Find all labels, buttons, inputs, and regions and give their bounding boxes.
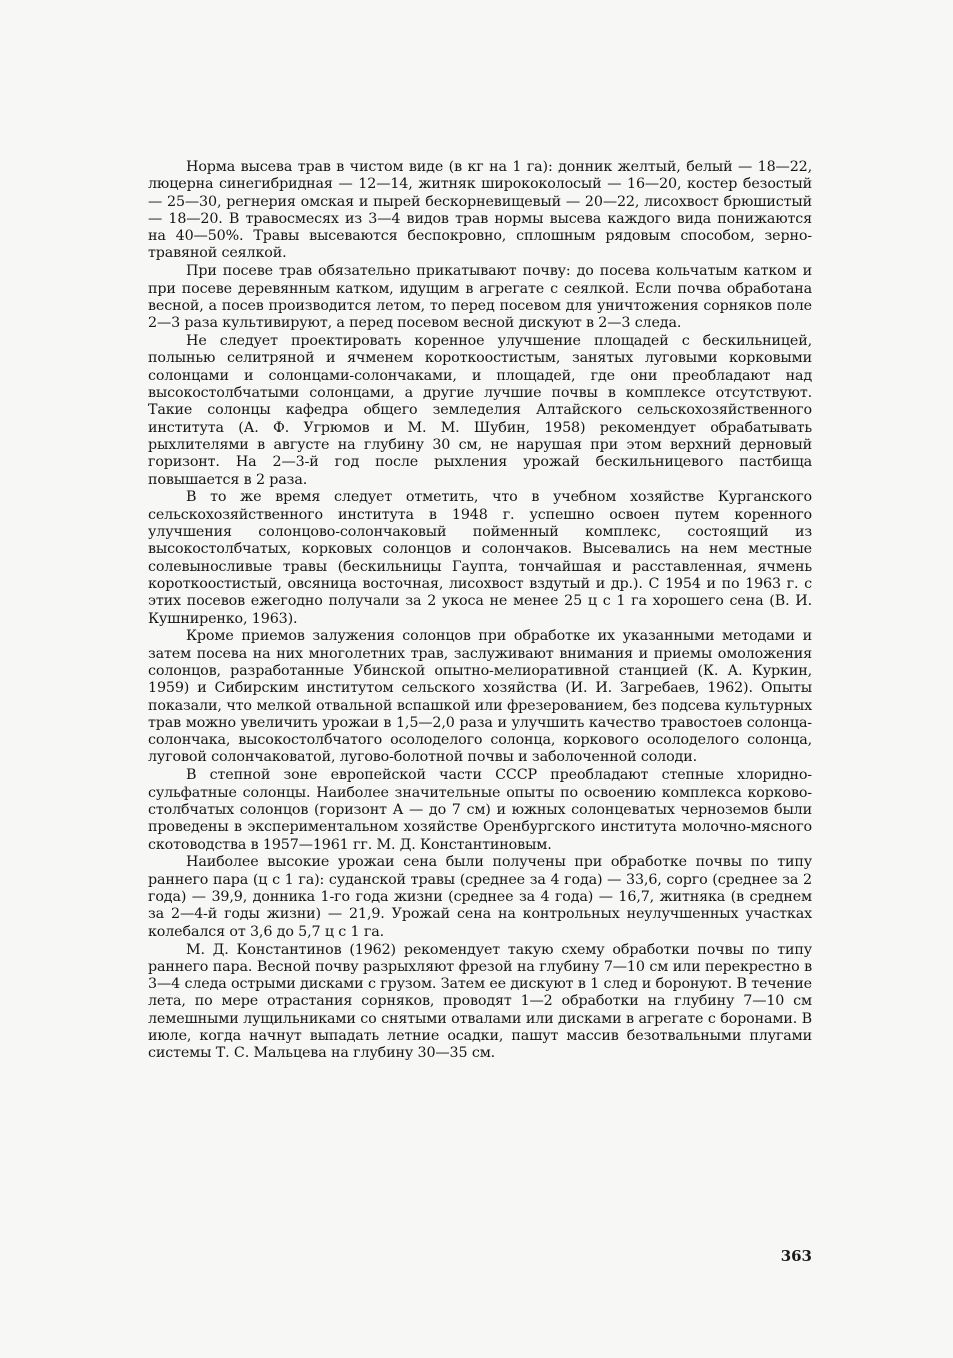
paragraph-altai-institute: Не следует проектировать коренное улучшение площадей с бескильницей, полынью селитряной и ячменем короткоостистым, занятых луговыми корковыми солонцами и солонцами-солончаками, и площадей, где они преобладают над высокостолбчатыми солонцами, а другие лучшие почвы в комплексе отсутствуют. Такие солонцы кафедра общего земледелия Алтайского сельскохозяйственного института (А. Ф. Угрюмов и М. М. Шубин, 1958) рекомендует обрабатывать рыхлителями в августе на глубину 30 см, не нарушая при этом верхний дерновый горизонт. На 2—3-й год после рыхления урожай бескильницевого пастбища повышается в 2 раза. (148, 333, 812, 488)
paragraph-seeding-rates: Норма высева трав в чистом виде (в кг на 1 га): донник желтый, белый — 18—22, люцерна синегибридная — 12—14, житняк ширококолосый — 16—20, костер безостый — 25—30, регнерия омская и пырей бескорневищевый — 20—22, лисохвост брюшистый — 18—20. В травосмесях из 3—4 видов трав нормы высева каждого вида понижаются на 40—50%. Травы высеваются беспокровно, сплошным рядовым способом, зерно-травяной сеялкой. (148, 159, 812, 262)
paragraph-steppe-zone: В степной зоне европейской части СССР преобладают степные хлоридно-сульфатные солонцы. Наиболее значительные опыты по освоению комплекса корково-столбчатых солонцов (горизонт А — до 7 см) и южных солонцеватых черноземов были проведены в экспериментальном хозяйстве Оренбургского института молочно-мясного скотоводства в 1957—1961 гг. М. Д. Константиновым. (148, 767, 812, 853)
body-text (148, 159, 812, 1063)
paragraph-hay-yields: Наиболее высокие урожаи сена были получены при обработке почвы по типу раннего пара (ц с 1 га): суданской травы (среднее за 4 года) — 33,6, сорго (среднее за 2 года) — 39,9, донника 1-го года жизни (среднее за 4 года) — 16,7, житняка (в среднем за 2—4-й годы жизни) — 21,9. Урожай сена на контрольных неулучшенных участках колебался от 3,6 до 5,7 ц с 1 га. (148, 854, 812, 940)
paragraph-rolling: При посеве трав обязательно прикатывают почву: до посева кольчатым катком и при посеве деревянным катком, идущим в агрегате с сеялкой. Если почва обработана весной, а посев производится летом, то перед посевом для уничтожения сорняков поле 2—3 раза культивируют, а перед посевом весной дискуют в 2—3 следа. (148, 263, 812, 332)
page-number: 363 (780, 1247, 812, 1265)
paragraph-kurgan-institute: В то же время следует отметить, что в учебном хозяйстве Курганского сельскохозяйственного института в 1948 г. успешно освоен путем коренного улучшения солонцово-солончаковый пойменный комплекс, состоящий из высокостолбчатых, корковых солонцов и солончаков. Высевались на нем местные солевыносливые травы (бескильницы Гаупта, тончайшая и расставленная, ячмень короткоостистый, овсяница восточная, лисохвост вздутый и др.). С 1954 и по 1963 г. с этих посевов ежегодно получали за 2 укоса не менее 25 ц с 1 га хорошего сена (В. И. Кушниренко, 1963). (148, 489, 812, 627)
paragraph-konstantinov-scheme: М. Д. Константинов (1962) рекомендует такую схему обработки почвы по типу раннего пара. Весной почву разрыхляют фрезой на глубину 7—10 см или перекрестно в 3—4 следа острыми дисками с грузом. Затем ее дискуют в 1 след и боронуют. В течение лета, по мере отрастания сорняков, проводят 1—2 обработки на глубину 7—10 см лемешными лущильниками со снятыми отвалами или дисками в агрегате с боронами. В июле, когда начнут выпадать летние осадки, пашут массив безотвальными плугами системы Т. С. Мальцева на глубину 30—35 см. (148, 941, 812, 1062)
paragraph-rejuvenation: Кроме приемов залужения солонцов при обработке их указанными методами и затем посева на них многолетних трав, заслуживают внимания и приемы омоложения солонцов, разработанные Убинской опытно-мелиоративной станцией (К. А. Куркин, 1959) и Сибирским институтом сельского хозяйства (И. И. Загребаев, 1962). Опыты показали, что мелкой отвальной вспашкой или фрезерованием, без подсева культурных трав можно увеличить урожаи в 1,5—2,0 раза и улучшить качество травостоев солонца-солончака, высокостолбчатого осолоделого солонца, коркового осолоделого солонца, луговой солончаковатой, лугово-болотной почвы и заболоченной солоди. (148, 628, 812, 766)
